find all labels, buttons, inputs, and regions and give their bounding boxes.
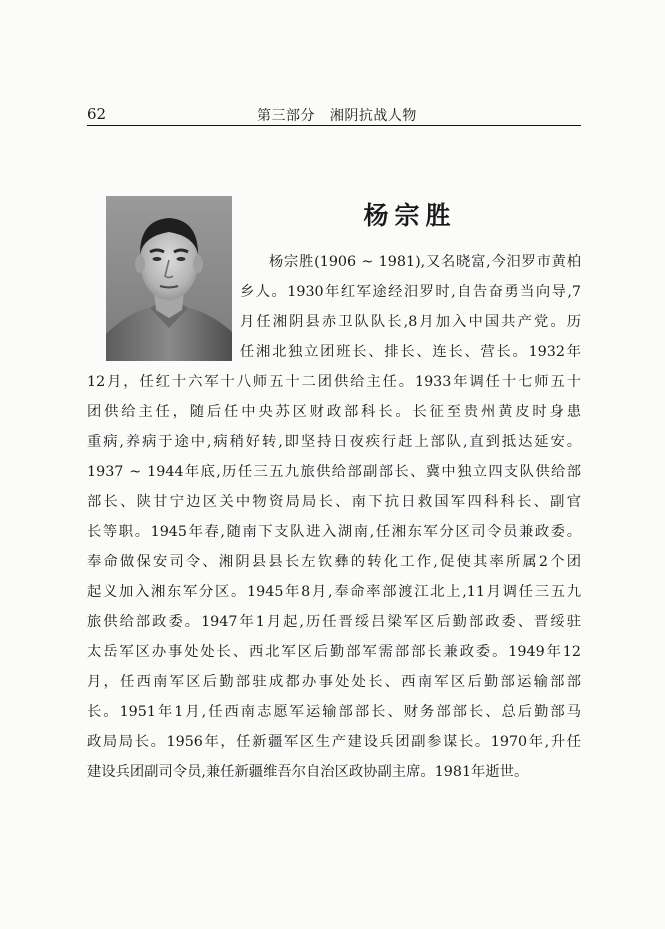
text-line: 任湘北独立团班长、排长、连长、营长。1932年	[240, 344, 581, 360]
text-line: 太岳军区办事处处长、西北军区后勤部军需部部长兼政委。1949年12	[87, 644, 581, 660]
page-header	[87, 103, 580, 127]
text-line: 部长、陕甘宁边区关中物资局局长、南下抗日救国军四科科长、副官	[87, 494, 581, 510]
text-line: 政局局长。1956年，任新疆军区生产建设兵团副参谋长。1970年,升任	[87, 734, 581, 750]
text-line: 奉命做保安司令、湘阴县县长左钦彝的转化工作,促使其率所属2个团	[87, 554, 581, 570]
text-line: 月，任西南军区后勤部驻成都办事处处长、西南军区后勤部运输部部	[87, 674, 581, 690]
page-number: 62	[87, 105, 107, 123]
biography-text	[87, 247, 581, 787]
article-title: 杨宗胜	[363, 201, 457, 230]
text-line: 1937 ~ 1944年底,历任三五九旅供给部副部长、冀中独立四支队供给部	[87, 464, 581, 480]
text-line: 杨宗胜(1906 ~ 1981),又名晓富,今汨罗市黄柏	[269, 254, 581, 270]
running-head: 第三部分 湘阴抗战人物	[257, 108, 417, 124]
text-line: 12月，任红十六军十八师五十二团供给主任。1933年调任十七师五十	[87, 374, 581, 390]
text-line: 月任湘阴县赤卫队队长,8月加入中国共产党。历	[240, 314, 581, 330]
text-line: 起义加入湘东军分区。1945年8月,奉命率部渡江北上,11月调任三五九	[87, 584, 581, 600]
text-line: 重病,养病于途中,病稍好转,即坚持日夜疾行赶上部队,直到抵达延安。	[87, 434, 581, 450]
text-line: 建设兵团副司令员,兼任新疆维吾尔自治区政协副主席。1981年逝世。	[87, 764, 529, 780]
header-rule	[87, 125, 581, 126]
text-line: 长。1951年1月,任西南志愿军运输部部长、财务部部长、总后勤部马	[87, 704, 581, 720]
text-line: 旅供给部政委。1947年1月起,历任晋绥吕梁军区后勤部政委、晋绥驻	[87, 614, 581, 630]
text-line: 长等职。1945年春,随南下支队进入湖南,任湘东军分区司令员兼政委。	[87, 524, 581, 540]
text-line: 团供给主任，随后任中央苏区财政部科长。长征至贵州黄皮时身患	[87, 404, 581, 420]
text-line: 乡人。1930年红军途经汨罗时,自告奋勇当向导,7	[240, 284, 581, 300]
